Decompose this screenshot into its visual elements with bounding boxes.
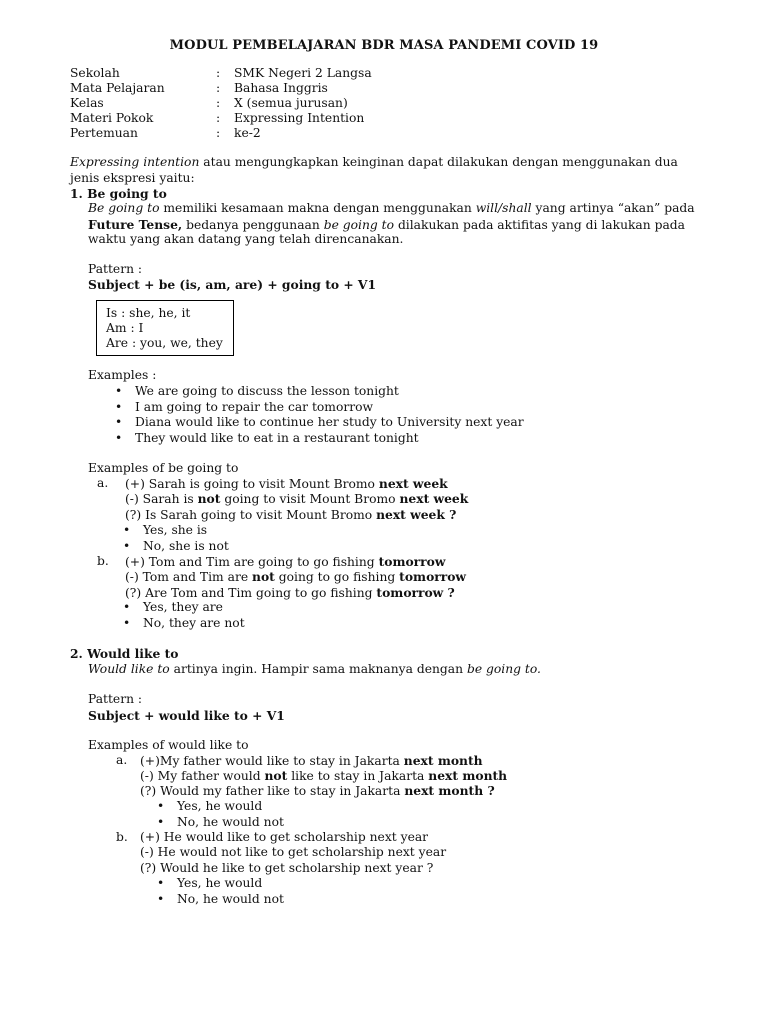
meta-label-topic: Materi Pokok bbox=[70, 111, 154, 125]
s1-text: yang artinya “akan” pada bbox=[531, 201, 695, 215]
s1-paragraph-line-1 bbox=[88, 201, 695, 216]
meta-value-subject: Bahasa Inggris bbox=[234, 81, 328, 95]
s1-examples-label: Examples : bbox=[88, 368, 157, 382]
example-positive bbox=[125, 476, 448, 492]
example-positive bbox=[125, 554, 445, 570]
sentence-bold: next month ? bbox=[404, 783, 495, 798]
sentence-text: going to go fishing bbox=[274, 570, 400, 584]
answer-item: • No, he would not bbox=[177, 892, 284, 907]
sentence-bold: not bbox=[264, 768, 288, 783]
intro-line-1 bbox=[70, 155, 678, 170]
answer-item: • No, she is not bbox=[143, 539, 229, 554]
meta-label-subject: Mata Pelajaran bbox=[70, 81, 165, 95]
sentence-text: (-) Sarah is bbox=[125, 492, 198, 506]
sentence-text: (?) Are Tom and Tim going to go fishing bbox=[125, 586, 377, 600]
s1-examples2-label: Examples of be going to bbox=[88, 461, 239, 475]
sentence-bold: next month bbox=[428, 768, 508, 783]
s1-text: memiliki kesamaan makna dengan menggunakan bbox=[159, 201, 476, 215]
example-positive bbox=[140, 753, 483, 769]
answer-item: • Yes, he would bbox=[177, 876, 262, 891]
meta-colon: : bbox=[216, 126, 221, 140]
sentence-text: like to stay in Jakarta bbox=[287, 769, 429, 783]
list-marker: b. bbox=[116, 830, 128, 844]
section-2-heading: 2. Would like to bbox=[70, 646, 179, 661]
sentence-text: (+)My father would like to stay in Jakarta bbox=[140, 754, 404, 768]
sentence-bold: next month bbox=[403, 753, 483, 768]
meta-value-school: SMK Negeri 2 Langsa bbox=[234, 66, 372, 80]
list-marker: a. bbox=[116, 753, 128, 767]
s1-text: bedanya penggunaan bbox=[182, 218, 324, 232]
answer-item: • No, he would not bbox=[177, 815, 284, 830]
meta-label-class: Kelas bbox=[70, 96, 104, 110]
answer-item: • Yes, he would bbox=[177, 799, 262, 814]
example-question bbox=[125, 507, 456, 523]
s1-term: Future Tense, bbox=[88, 217, 183, 232]
s1-paragraph-line-2 bbox=[88, 217, 685, 233]
s1-term: be going to bbox=[323, 218, 395, 232]
meta-value-class: X (semua jurusan) bbox=[234, 96, 348, 110]
sentence-text: (-) My father would bbox=[140, 769, 265, 783]
sentence-bold: tomorrow ? bbox=[376, 585, 455, 600]
pronoun-box-line: Is : she, he, it bbox=[106, 306, 191, 320]
s1-paragraph-line-3: waktu yang akan datang yang telah direncanakan. bbox=[88, 232, 404, 246]
sentence-bold: not bbox=[252, 569, 275, 584]
sentence-bold: tomorrow bbox=[399, 569, 467, 584]
answer-item: • Yes, they are bbox=[143, 600, 223, 615]
sentence-bold: next week ? bbox=[376, 507, 457, 522]
intro-text: atau mengungkapkan keinginan dapat dilakukan dengan menggunakan dua bbox=[199, 155, 678, 169]
sentence-bold: next week bbox=[378, 476, 448, 491]
intro-line-2: jenis ekspresi yaitu: bbox=[70, 171, 195, 185]
s1-term: will/shall bbox=[475, 201, 532, 215]
example-question: (?) Would he like to get scholarship next year ? bbox=[140, 861, 434, 875]
sentence-text: (?) Would my father like to stay in Jakarta bbox=[140, 784, 405, 798]
s2-term: be going to. bbox=[466, 662, 541, 676]
pronoun-box-line: Are : you, we, they bbox=[106, 336, 223, 350]
list-item: • They would like to eat in a restaurant tonight bbox=[135, 431, 419, 446]
answer-item: • No, they are not bbox=[143, 616, 245, 631]
example-negative bbox=[125, 569, 466, 585]
example-question bbox=[125, 585, 455, 601]
sentence-bold: not bbox=[197, 491, 221, 506]
pronoun-box-line: Am : I bbox=[106, 321, 144, 335]
s2-examples-label: Examples of would like to bbox=[88, 738, 249, 752]
s1-pattern-label: Pattern : bbox=[88, 262, 143, 276]
list-item: • We are going to discuss the lesson tonight bbox=[135, 384, 399, 399]
meta-label-meeting: Pertemuan bbox=[70, 126, 138, 140]
example-question bbox=[140, 783, 495, 799]
intro-term: Expressing intention bbox=[70, 155, 200, 169]
document-title: MODUL PEMBELAJARAN BDR MASA PANDEMI COVID 19 bbox=[169, 38, 599, 53]
s1-pattern-formula: Subject + be (is, am, are) + going to + V1 bbox=[88, 277, 377, 292]
answer-item: • Yes, she is bbox=[143, 523, 207, 538]
example-negative bbox=[125, 491, 468, 507]
sentence-text: (+) Tom and Tim are going to go fishing bbox=[125, 555, 379, 569]
sentence-bold: next week bbox=[399, 491, 469, 506]
list-item: • Diana would like to continue her study to University next year bbox=[135, 415, 524, 430]
meta-value-meeting: ke-2 bbox=[234, 126, 261, 140]
meta-colon: : bbox=[216, 111, 221, 125]
s2-pattern-label: Pattern : bbox=[88, 692, 143, 706]
sentence-text: (-) Tom and Tim are bbox=[125, 570, 253, 584]
list-item: • I am going to repair the car tomorrow bbox=[135, 400, 373, 415]
meta-label-school: Sekolah bbox=[70, 66, 120, 80]
sentence-text: going to visit Mount Bromo bbox=[220, 492, 400, 506]
sentence-text: (?) Is Sarah going to visit Mount Bromo bbox=[125, 508, 377, 522]
list-marker: b. bbox=[97, 554, 109, 568]
pronoun-box bbox=[96, 300, 234, 356]
s2-pattern-formula: Subject + would like to + V1 bbox=[88, 708, 285, 723]
example-negative: (-) He would not like to get scholarship next year bbox=[140, 845, 447, 859]
section-1-heading: 1. Be going to bbox=[70, 186, 167, 201]
example-positive: (+) He would like to get scholarship next year bbox=[140, 830, 429, 844]
list-marker: a. bbox=[97, 476, 109, 490]
s1-term: Be going to bbox=[88, 201, 160, 215]
s2-text: artinya ingin. Hampir sama maknanya dengan bbox=[169, 662, 467, 676]
sentence-bold: tomorrow bbox=[378, 554, 446, 569]
s2-paragraph bbox=[88, 662, 541, 677]
meta-colon: : bbox=[216, 66, 221, 80]
sentence-text: (+) Sarah is going to visit Mount Bromo bbox=[125, 477, 379, 491]
meta-value-topic: Expressing Intention bbox=[234, 111, 365, 125]
example-negative bbox=[140, 768, 507, 784]
s1-text: dilakukan pada aktifitas yang di lakukan pada bbox=[394, 218, 686, 232]
s2-term: Would like to bbox=[88, 662, 170, 676]
meta-colon: : bbox=[216, 81, 221, 95]
meta-colon: : bbox=[216, 96, 221, 110]
